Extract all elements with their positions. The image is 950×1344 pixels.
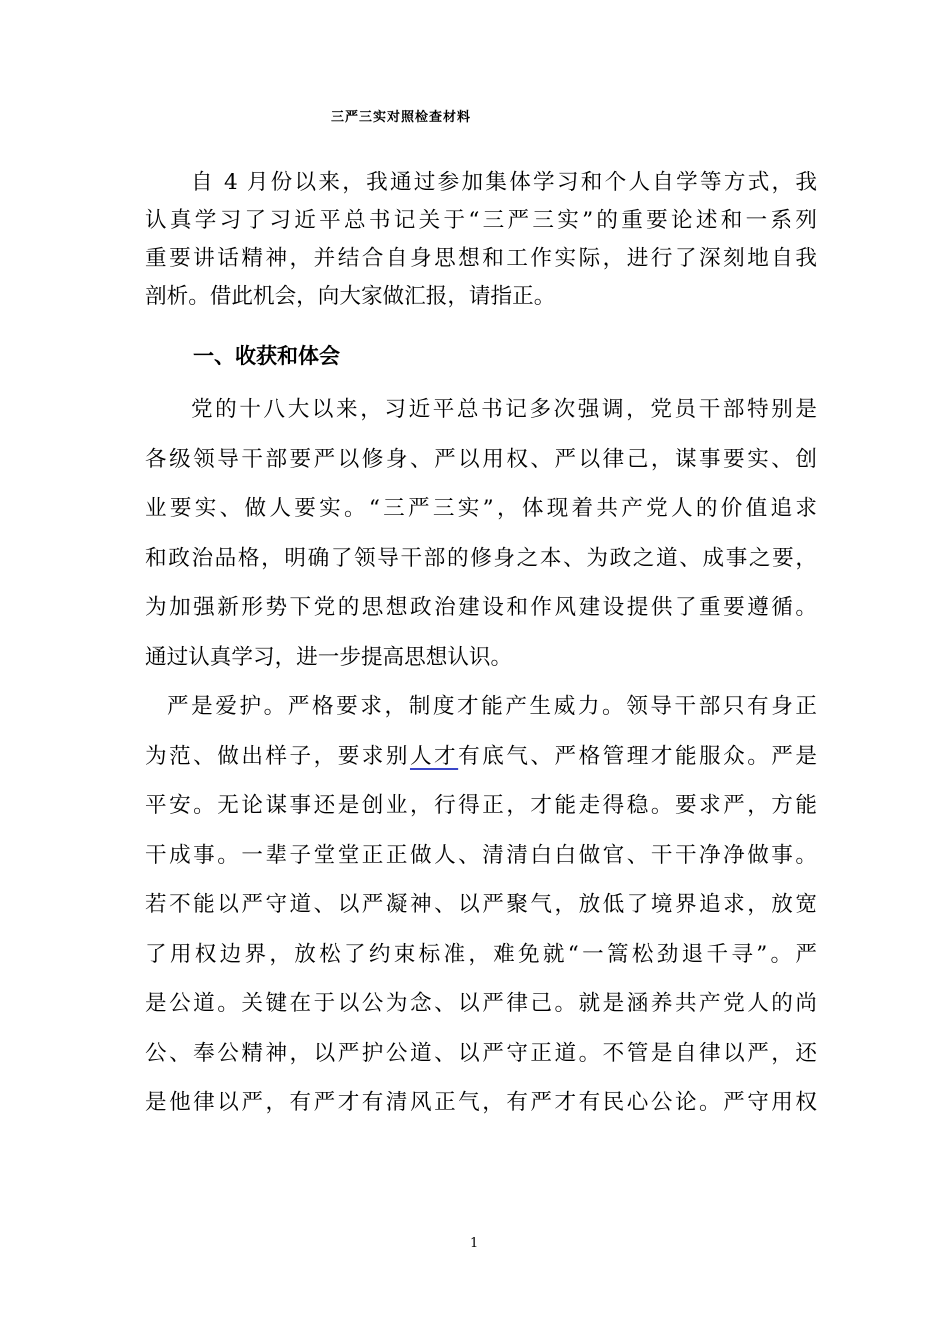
paragraph-line: 业要实、做人要实。“三严三实”，体现着共产党人的价值追求 [145, 496, 817, 521]
paragraph-line: 剖析。借此机会，向大家做汇报，请指正。 [145, 284, 556, 309]
paragraph-line: 认真学习了习近平总书记关于“三严三实”的重要论述和一系列 [145, 208, 817, 233]
paragraph-line: 了用权边界，放松了约束标准，难免就“一篙松劲退千寻”。严 [145, 941, 817, 967]
underlined-text: 人才 [409, 743, 459, 769]
paragraph-line: 是公道。关键在于以公为念、以严律己。就是涵养共产党人的尚 [145, 991, 817, 1016]
line-text: 为范、做出样子，要求别 [145, 743, 410, 769]
intro-paragraph [145, 164, 817, 316]
section-heading: 一、收获和体会 [193, 344, 340, 368]
paragraph-line: 严是爱护。严格要求，制度才能产生威力。领导干部只有身正 [167, 694, 817, 719]
paragraph-line: 平安。无论谋事还是创业，行得正，才能走得稳。要求严，方能 [145, 793, 817, 818]
paragraph-line: 重要讲话精神，并结合自身思想和工作实际，进行了深刻地自我 [145, 246, 817, 271]
line-text: 有底气、严格管理才能服众。严是 [458, 743, 817, 769]
paragraph-line [145, 732, 817, 782]
document-title: 三严三实对照检查材料 [331, 110, 472, 125]
paragraph-line: 各级领导干部要严以修身、严以用权、严以律己，谋事要实、创 [145, 446, 817, 472]
paragraph-line: 和政治品格，明确了领导干部的修身之本、为政之道、成事之要， [145, 545, 817, 571]
paragraph-line: 为加强新形势下党的思想政治建设和作风建设提供了重要遵循。 [145, 595, 817, 620]
body-paragraph [145, 682, 817, 1128]
section-paragraph [145, 385, 817, 682]
paragraph-line: 党的十八大以来，习近平总书记多次强调，党员干部特别是 [191, 397, 817, 422]
paragraph-line: 通过认真学习，进一步提高思想认识。 [145, 644, 513, 670]
paragraph-line: 自 4 月份以来，我通过参加集体学习和个人自学等方式，我 [191, 170, 817, 195]
page-number: 1 [470, 1236, 479, 1251]
paragraph-line: 是他律以严，有严才有清风正气，有严才有民心公论。严守用权 [145, 1090, 817, 1115]
paragraph-line: 公、奉公精神，以严护公道、以严守正道。不管是自律以严，还 [145, 1040, 817, 1066]
paragraph-line: 若不能以严守道、以严凝神、以严聚气，放低了境界追求，放宽 [145, 892, 817, 917]
paragraph-line: 干成事。一辈子堂堂正正做人、清清白白做官、干干净净做事。 [145, 842, 817, 868]
